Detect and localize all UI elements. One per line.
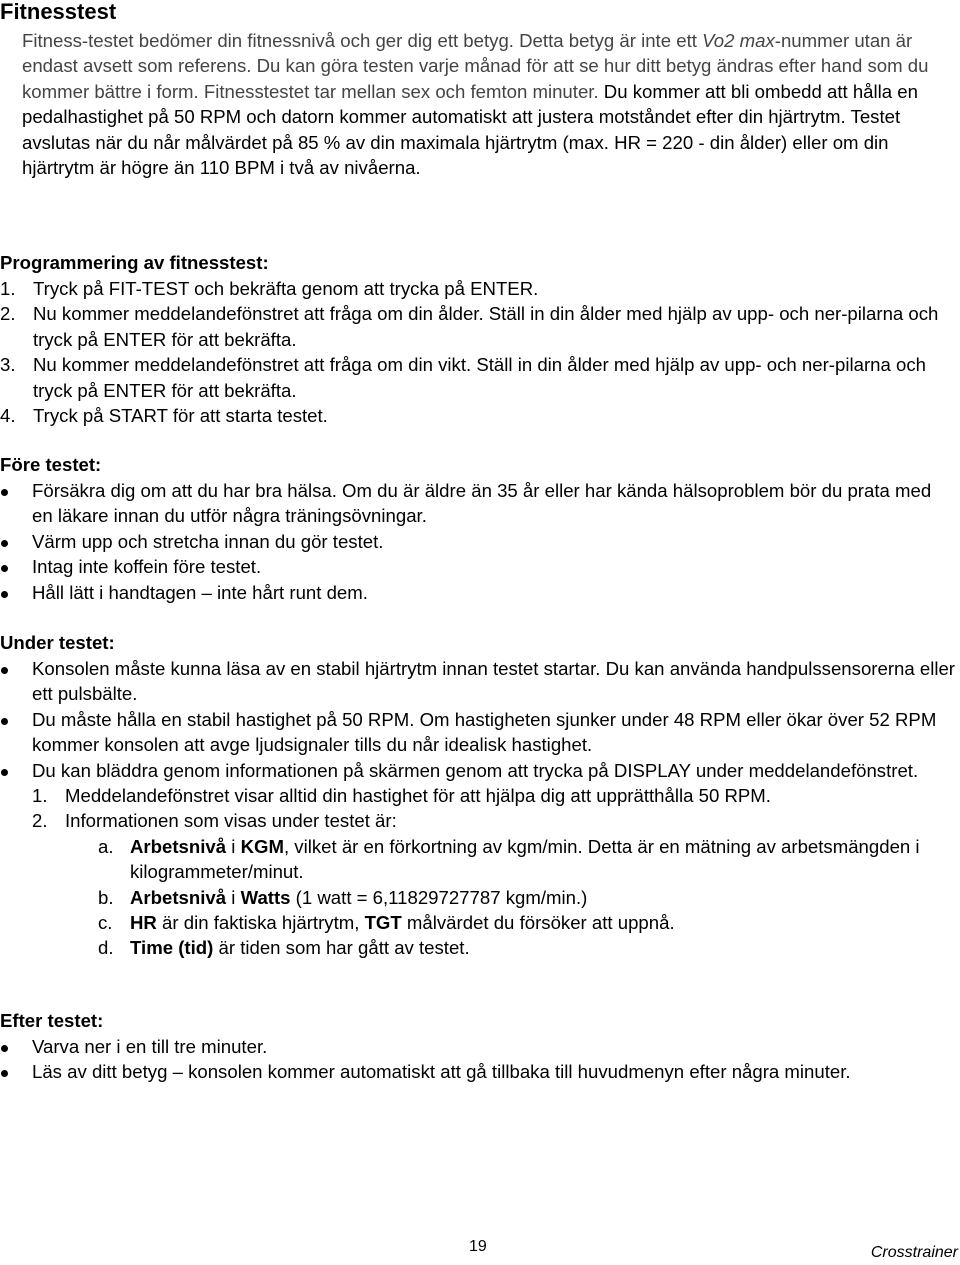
info-item [98, 834, 955, 885]
info-term: Arbetsnivå [130, 886, 227, 908]
footer-brand: Crosstrainer [870, 1244, 958, 1261]
bullet-icon [1, 1070, 8, 1077]
before-heading: Före testet: [0, 454, 102, 475]
programming-step [0, 403, 955, 428]
info-letter: d. [98, 937, 114, 959]
sub-number: 2. [32, 810, 48, 832]
list-item-text: Intag inte koffein före testet. [32, 556, 262, 578]
list-item-text: Håll lätt i handtagen – inte hårt runt dem. [32, 581, 368, 603]
after-list [0, 1034, 955, 1085]
list-item [0, 529, 955, 554]
list-item-text: Du måste hålla en stabil hastighet på 50 RPM. Om hastigheten sjunker under 48 RPM eller ökar över 52 RPM kommer konsolen att avge ljudsignaler tills du når idealisk hastighet. [32, 708, 937, 756]
list-item-text: Värm upp och stretcha innan du gör testet. [32, 530, 384, 552]
bullet-icon [1, 667, 8, 674]
list-item [0, 758, 955, 961]
info-text: är tiden som har gått av testet. [213, 937, 470, 959]
step-text: Nu kommer meddelandefönstret att fråga om din vikt. Ställ in din ålder med hjälp av upp- och ner-pilarna och tryck på ENTER för att bekräfta. [33, 354, 926, 401]
info-text: i [226, 886, 241, 908]
list-item-text: Konsolen måste kunna läsa av en stabil hjärtrytm innan testet startar. Du kan använda handpulssensorerna eller ett pulsbälte. [32, 658, 955, 705]
info-text: , vilket är en förkortning av kgm/min. Detta är en mätning av arbetsmängden i kilogrammeter/minut. [130, 835, 920, 883]
step-number: 4. [0, 405, 16, 427]
info-text: målvärdet du försöker att uppnå. [401, 912, 675, 934]
after-heading: Efter testet: [0, 1010, 104, 1031]
intro-vo2-term: Vo2 max [702, 30, 775, 51]
info-text: i [226, 835, 241, 857]
info-term: TGT [364, 912, 402, 934]
info-term: HR [130, 912, 157, 934]
step-text: Tryck på START för att starta testet. [33, 405, 328, 427]
programming-step [0, 352, 955, 403]
bullet-icon [1, 769, 8, 776]
sub-number: 1. [32, 785, 48, 807]
list-item [0, 656, 955, 707]
list-item-text: Varva ner i en till tre minuter. [32, 1036, 268, 1057]
sub-text: Meddelandefönstret visar alltid din hastighet för att hjälpa dig att upprätthålla 50 RPM. [65, 785, 771, 807]
info-term: Time (tid) [130, 937, 214, 959]
info-term: Arbetsnivå [130, 835, 227, 857]
info-term: Watts [240, 886, 291, 908]
info-list [98, 834, 955, 961]
bullet-icon [1, 489, 8, 496]
bullet-icon [1, 591, 8, 598]
info-text: (1 watt = 6,11829727787 kgm/min.) [290, 886, 588, 908]
bullet-icon [1, 718, 8, 725]
during-sublist [32, 783, 955, 961]
info-text: är din faktiska hjärtrytm, [156, 912, 365, 934]
bullet-icon [1, 1045, 8, 1052]
list-item-text: Läs av ditt betyg – konsolen kommer automatiskt att gå tillbaka till huvudmenyn efter några minuter. [32, 1061, 851, 1083]
intro-text-3: Du kommer att bli ombedd att hålla en pedalhastighet på 50 RPM och datorn kommer automatiskt att justera motståndet efter din hjärtrytm. Testet avslutas när du når målvärdet på 85 % av din maximala hjärtrytm (max. HR = 220 - din ålder) eller om din hjärtrytm är högre än 110 BPM i två av nivåerna. [22, 80, 918, 179]
step-number: 1. [0, 278, 16, 299]
list-item [0, 707, 955, 758]
info-item [98, 935, 955, 960]
sublist-item [32, 783, 955, 808]
intro-paragraph [22, 28, 952, 180]
info-letter: a. [98, 835, 114, 857]
list-item [0, 1034, 955, 1059]
list-item [0, 554, 955, 579]
programming-step [0, 276, 955, 301]
bullet-icon [1, 540, 8, 547]
step-number: 2. [0, 303, 16, 325]
step-text: Nu kommer meddelandefönstret att fråga om din ålder. Ställ in din ålder med hjälp av upp- och ner-pilarna och tryck på ENTER för att bekräfta. [33, 303, 939, 350]
bullet-icon [1, 565, 8, 572]
info-letter: b. [98, 886, 114, 908]
step-text: Tryck på FIT-TEST och bekräfta genom att trycka på ENTER. [33, 278, 539, 299]
programming-steps [0, 276, 955, 428]
info-letter: c. [98, 912, 113, 934]
page-number: 19 [469, 1238, 487, 1255]
list-item-text: Försäkra dig om att du har bra hälsa. Om du är äldre än 35 år eller har kända hälsoproblem bör du prata med en läkare innan du utför några träningsövningar. [32, 480, 932, 527]
list-item-text: Du kan bläddra genom informationen på skärmen genom att trycka på DISPLAY under meddelandefönstret. [32, 759, 919, 781]
sub-text: Informationen som visas under testet är: [65, 810, 397, 832]
step-number: 3. [0, 354, 16, 376]
during-heading: Under testet: [0, 632, 115, 653]
list-item [0, 478, 955, 529]
intro-text-1: Fitness-testet bedömer din fitnessnivå och ger dig ett betyg. Detta betyg är inte ett [22, 30, 703, 51]
page-title: Fitnesstest [0, 0, 117, 24]
info-item [98, 910, 955, 935]
during-list [0, 656, 955, 961]
sublist-item [32, 808, 955, 960]
programming-step [0, 301, 955, 352]
list-item [0, 1059, 955, 1084]
list-item [0, 580, 955, 605]
before-list [0, 478, 955, 605]
intro-text-2: -nummer utan är endast avsett som referens. Du kan göra testen varje månad för att se hur ditt betyg ändras efter hand som du kommer bättre i form. Fitnesstestet tar mellan sex och femton minuter. [22, 30, 929, 102]
info-term: KGM [240, 835, 284, 857]
info-item [98, 885, 955, 910]
programming-heading: Programmering av fitnesstest: [0, 252, 269, 273]
